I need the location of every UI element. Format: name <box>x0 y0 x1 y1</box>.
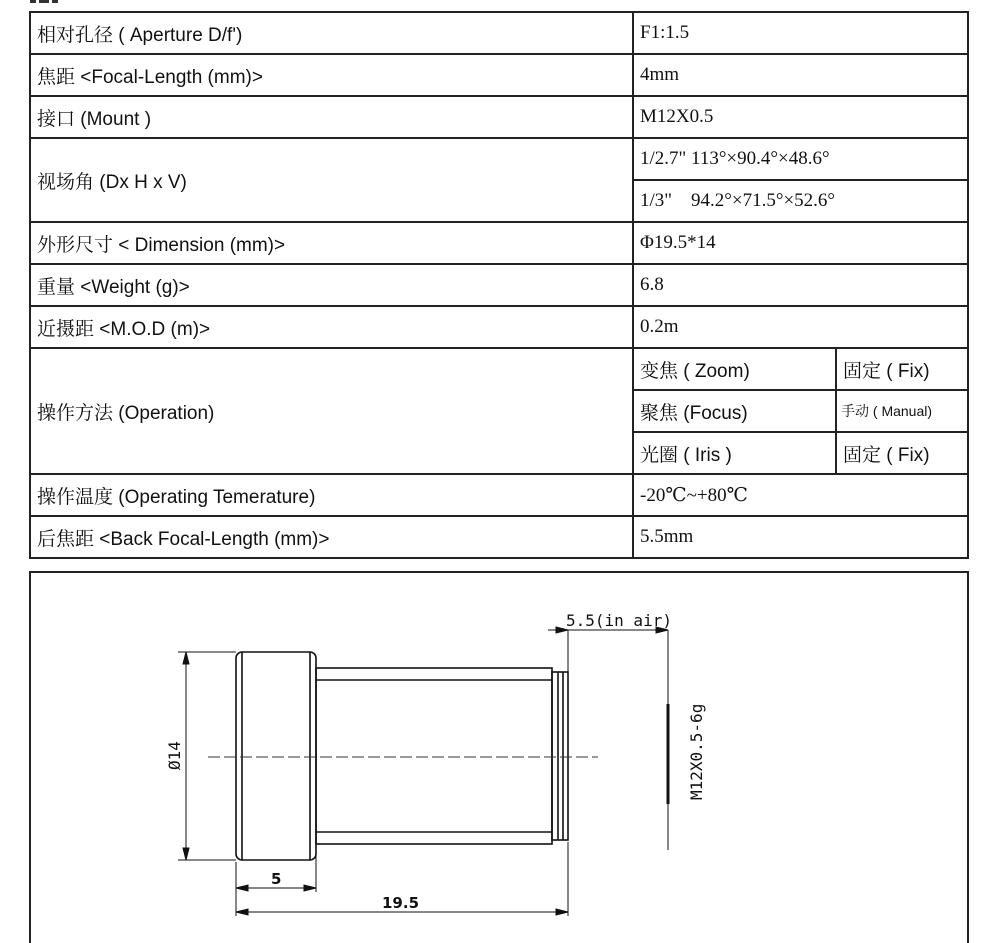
operation-iris-label: 光圈 ( Iris ) <box>633 432 836 474</box>
operating-temperature-value: -20℃~+80℃ <box>633 474 968 516</box>
operation-focus-mode: 手动 ( Manual) <box>836 390 968 432</box>
mod-label: 近摄距 <M.O.D (m)> <box>30 306 633 348</box>
field-of-view-row-2: 1/3" 94.2°×71.5°×52.6° <box>633 180 968 222</box>
operation-zoom-mode: 固定 ( Fix) <box>836 348 968 390</box>
mount-value: M12X0.5 <box>633 96 968 138</box>
operation-label: 操作方法 (Operation) <box>30 348 633 474</box>
operation-zoom-label: 变焦 ( Zoom) <box>633 348 836 390</box>
field-of-view-label: 视场角 (Dx H x V) <box>30 138 633 222</box>
front-length-dimension-label: 5 <box>271 870 282 888</box>
air-gap-dimension-label: 5.5(in air) <box>566 611 672 630</box>
diameter-dimension-label: Ø14 <box>165 741 184 770</box>
field-of-view-row-1: 1/2.7" 113°×90.4°×48.6° <box>633 138 968 180</box>
lens-front-cap <box>236 652 316 860</box>
aperture-label: 相对孔径 ( Aperture D/f') <box>30 12 633 54</box>
mount-label: 接口 (Mount ) <box>30 96 633 138</box>
lens-thread-end <box>552 672 568 840</box>
dimension-label: 外形尺寸 < Dimension (mm)> <box>30 222 633 264</box>
aperture-value: F1:1.5 <box>633 12 968 54</box>
operation-focus-label: 聚焦 (Focus) <box>633 390 836 432</box>
lens-barrel <box>316 668 552 844</box>
weight-label: 重量 <Weight (g)> <box>30 264 633 306</box>
mod-value: 0.2m <box>633 306 968 348</box>
operating-temperature-label: 操作温度 (Operating Temerature) <box>30 474 633 516</box>
operation-iris-mode: 固定 ( Fix) <box>836 432 968 474</box>
thread-spec-label: M12X0.5-6g <box>687 703 706 800</box>
focal-length-value: 4mm <box>633 54 968 96</box>
back-focal-length-value: 5.5mm <box>633 516 968 558</box>
focal-length-label: 焦距 <Focal-Length (mm)> <box>30 54 633 96</box>
weight-value: 6.8 <box>633 264 968 306</box>
dimension-value: Φ19.5*14 <box>633 222 968 264</box>
back-focal-length-label: 后焦距 <Back Focal-Length (mm)> <box>30 516 633 558</box>
total-length-dimension-label: 19.5 <box>382 894 420 912</box>
